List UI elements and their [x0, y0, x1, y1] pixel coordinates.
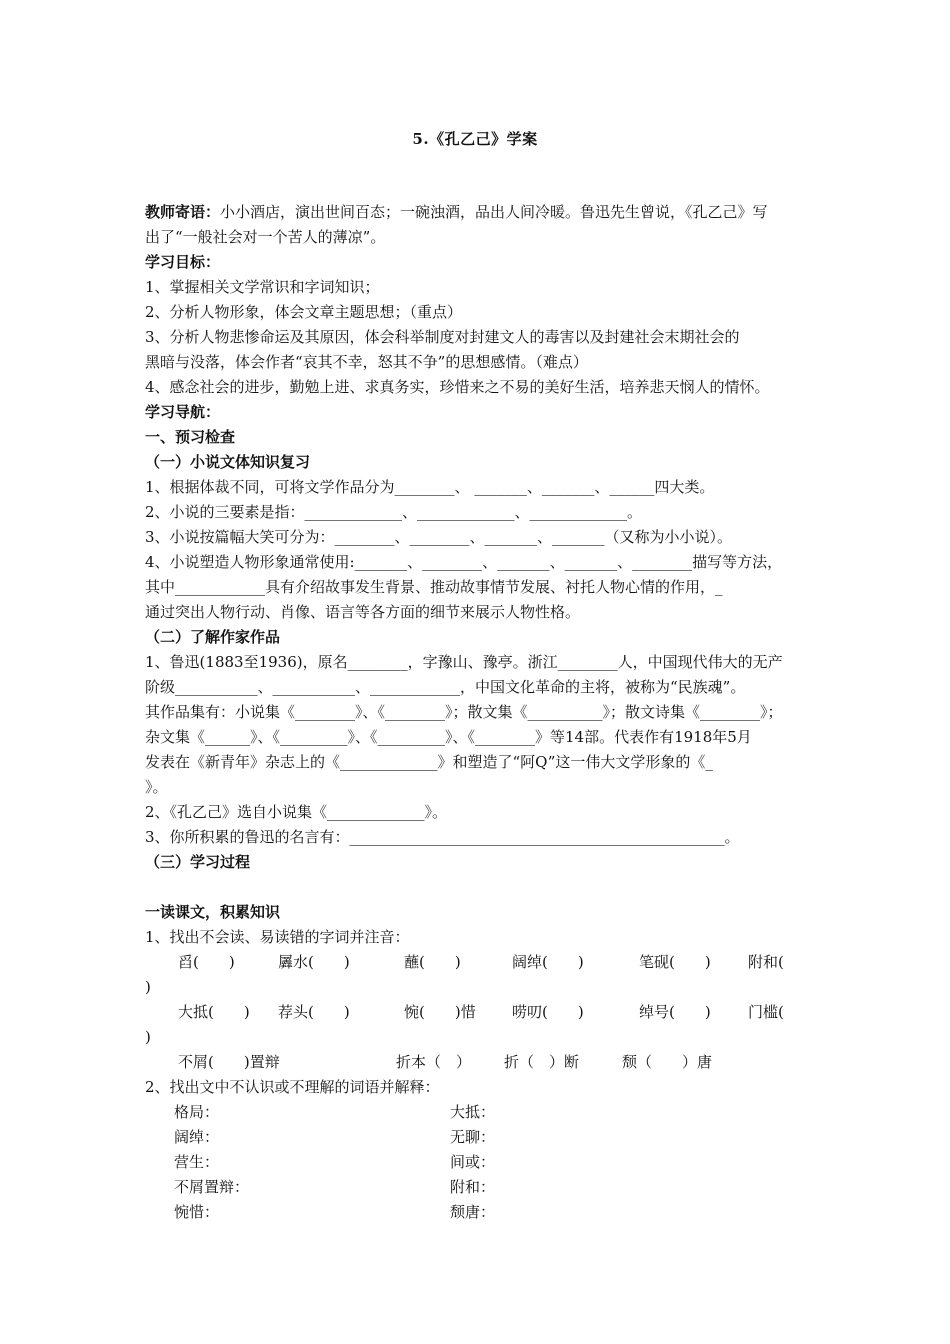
goal-item: 3、分析人物悲惨命运及其原因，体会科举制度对封建文人的毒害以及封建社会末期社会的: [145, 328, 740, 346]
read-heading: 一读课文，积累知识: [145, 903, 281, 921]
vocab-term: 格局：: [174, 1103, 220, 1121]
question-line: 通过突出人物行动、肖像、语言等各方面的细节来展示人物性格。: [145, 603, 581, 621]
subsection-novel-knowledge: （一）小说文体知识复习: [145, 453, 311, 471]
pinyin-item: 附和(: [748, 953, 784, 971]
goal-item: 黑暗与没落，体会作者“哀其不幸，怒其不争”的思想感情。（难点）: [145, 353, 588, 371]
vocab-term: 附和：: [450, 1178, 496, 1196]
teacher-message-line2: 出了“一般社会对一个苦人的薄凉”。: [145, 228, 386, 246]
teacher-message-text: 小小酒店，演出世间百态；一碗浊酒，品出人间冷暖。鲁迅先生曾说，《孔乙己》写: [220, 203, 768, 221]
pinyin-item: 蘸( ): [404, 953, 461, 971]
pinyin-item: 阔绰( ): [512, 953, 584, 971]
question-line: 发表在《新青年》杂志上的《_____________》和塑造了“阿Q”这一伟大文学形象的《_: [145, 753, 713, 771]
teacher-message-label: 教师寄语：: [145, 203, 221, 221]
goal-item: 1、掌握相关文学常识和字词知识；: [145, 278, 380, 296]
vocab-question: 2、找出文中不认识或不理解的词语并解释：: [145, 1078, 440, 1096]
nav-heading: 学习导航：: [145, 403, 221, 421]
pinyin-item: 折（ ）断: [504, 1053, 580, 1071]
pinyin-item: 羼水( ): [278, 953, 350, 971]
pinyin-item-tail: ): [145, 978, 151, 996]
pinyin-item: 颓（ ）唐: [622, 1053, 713, 1071]
pinyin-item: 舀( ): [178, 953, 235, 971]
pinyin-item: 绰号( ): [639, 1003, 711, 1021]
question-line: 其中____________具有介绍故事发生背景、推动故事情节发展、衬托人物心情的作用，_: [145, 578, 723, 596]
pinyin-item: 笔砚( ): [639, 953, 711, 971]
vocab-term: 颓唐：: [450, 1203, 496, 1221]
question-line: 1、鲁迅(1883至1936)，原名________，字豫山、豫亭。浙江________人，中国现代伟大的无产: [145, 653, 783, 671]
question-line: 2、小说的三要素是指：_____________、_____________、_____________。: [145, 503, 643, 521]
question-line: 》。: [145, 778, 168, 796]
question-line: 3、小说按篇幅大笑可分为：________、________、_______、_______（又称为小小说）。: [145, 528, 733, 546]
pinyin-item: 荐头( ): [278, 1003, 350, 1021]
question-line: 其作品集有：小说集《________》、《________》；散文集《__________》；散文诗集《________》；: [145, 703, 783, 721]
question-line: 4、小说塑造人物形象通常使用:_______、________、_______、_______、________描写等方法，: [145, 553, 783, 571]
teacher-message: [145, 202, 810, 222]
question-line: 阶级___________、___________、____________，中国文化革命的主将，被称为“民族魂”。: [145, 678, 746, 696]
subsection-author-works: （二）了解作家作品: [145, 628, 281, 646]
goal-item: 2、分析人物形象，体会文章主题思想；（重点）: [145, 303, 463, 321]
pinyin-item: 大抵( ): [178, 1003, 250, 1021]
question-line: 杂文集《______》、《_________》、《_________》、《________》等14部。代表作有1918年5月: [145, 728, 752, 746]
pinyin-item: 不屑( )置辩: [178, 1053, 280, 1071]
vocab-term: 营生：: [174, 1153, 220, 1171]
vocab-term: 间或：: [450, 1153, 496, 1171]
pinyin-question: 1、找出不会读、易读错的字词并注音：: [145, 928, 410, 946]
vocab-term: 不屑置辩：: [174, 1178, 250, 1196]
vocab-term: 大抵：: [450, 1103, 496, 1121]
goals-heading: 学习目标：: [145, 253, 221, 271]
pinyin-item: 折本（ ）: [396, 1053, 472, 1071]
goal-item: 4、感念社会的进步，勤勉上进、求真务实，珍惜来之不易的美好生活，培养悲天悯人的情怀。: [145, 378, 770, 396]
vocab-term: 惋惜：: [174, 1203, 220, 1221]
section-preview-check: 一、预习检查: [145, 428, 236, 446]
vocab-term: 无聊：: [450, 1128, 496, 1146]
pinyin-item: 门槛(: [748, 1003, 784, 1021]
question-line: 1、根据体裁不同，可将文学作品分为________、 _______、_______、______四大类。: [145, 478, 715, 496]
question-line: 3、你所积累的鲁迅的名言有：__________________________________________________。: [145, 828, 740, 846]
subsection-learning-process: （三）学习过程: [145, 853, 251, 871]
vocab-term: 阔绰：: [174, 1128, 220, 1146]
pinyin-item: 唠叨( ): [512, 1003, 584, 1021]
question-line: 2、《孔乙己》选自小说集《_____________》。: [145, 803, 448, 821]
pinyin-item-tail: ): [145, 1028, 151, 1046]
page-title: 5.《孔乙己》学案: [412, 130, 538, 148]
pinyin-item: 惋( )惜: [404, 1003, 476, 1021]
